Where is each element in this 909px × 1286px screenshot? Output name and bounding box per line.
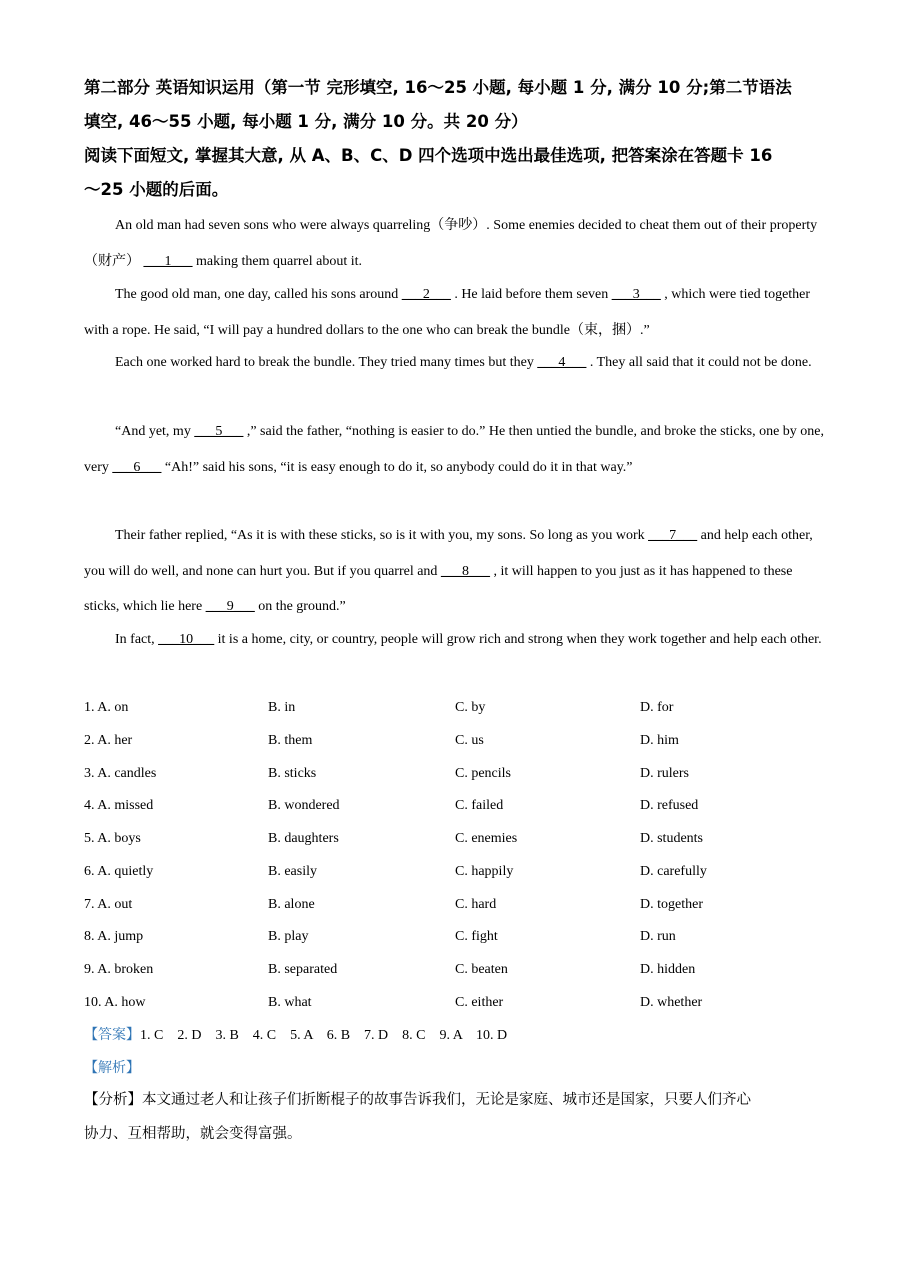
option-d[interactable]: D. run [640, 929, 676, 944]
passage-paragraph-6: In fact, ___10___ it is a home, city, or country, people will grow rich and strong when they work together and help each other. [115, 632, 822, 647]
blank-5: ___5___ [194, 424, 244, 439]
question-4-options [84, 795, 844, 828]
option-a[interactable]: 10. A. how [84, 995, 146, 1010]
option-d[interactable]: D. rulers [640, 766, 689, 781]
answer-line [84, 1024, 507, 1047]
option-b[interactable]: B. alone [268, 897, 315, 912]
option-c[interactable]: C. us [455, 733, 484, 748]
option-a[interactable]: 3. A. candles [84, 766, 157, 781]
option-b[interactable]: B. in [268, 700, 296, 715]
analysis-text [84, 1083, 844, 1151]
option-c[interactable]: C. either [455, 995, 504, 1010]
question-7-options [84, 894, 844, 927]
option-c[interactable]: C. happily [455, 864, 514, 879]
analysis-tag: 【解析】 [84, 1060, 140, 1076]
instruction-line-2: ～25 小题的后面。 [84, 180, 229, 199]
analysis-line-2: 协力、互相帮助，就会变得富强。 [84, 1126, 302, 1142]
option-a[interactable]: 7. A. out [84, 897, 133, 912]
passage-paragraph-3: Each one worked hard to break the bundle. They tried many times but they ___4___ . They all said that it could not be done. [115, 355, 812, 370]
option-d[interactable]: D. refused [640, 798, 699, 813]
header-line-1: 第二部分 英语知识运用（第一节 完形填空, 16～25 小题, 每小题 1 分, 满分 10 分;第二节语法 [84, 78, 792, 97]
option-d[interactable]: D. together [640, 897, 703, 912]
option-b[interactable]: B. daughters [268, 831, 339, 846]
question-10-options [84, 992, 844, 1025]
option-a[interactable]: 9. A. broken [84, 962, 154, 977]
blank-6: ___6___ [112, 459, 162, 475]
passage-paragraph-4: “And yet, my ___5___ ,” said the father, “nothing is easier to do.” He then untied the bundle, and broke the sticks, one by one, very ___6___ “Ah!” said his sons, “it is easy enough to do it, so anybody could do it in that way.” [84, 424, 824, 475]
option-d[interactable]: D. him [640, 733, 679, 748]
question-6-options [84, 861, 844, 894]
option-c[interactable]: C. beaten [455, 962, 508, 977]
option-c[interactable]: C. pencils [455, 766, 511, 781]
option-b[interactable]: B. what [268, 995, 312, 1010]
blank-4: ___4___ [537, 355, 587, 370]
option-c[interactable]: C. hard [455, 897, 497, 912]
answer-tag: 【答案】 [84, 1027, 140, 1043]
passage-paragraph-2: The good old man, one day, called his sons around ___2___ . He laid before them seven ___3___ , which were tied together with a rope. He said, “I will pay a hundred dollars to the one who can break the bundle（束，捆）.” [84, 287, 811, 338]
blank-2: ___2___ [401, 287, 451, 302]
option-b[interactable]: B. wondered [268, 798, 340, 813]
header-line-2: 填空, 46～55 小题, 每小题 1 分, 满分 10 分。共 20 分） [84, 112, 528, 131]
option-d[interactable]: D. carefully [640, 864, 707, 879]
question-5-options [84, 828, 844, 861]
option-d[interactable]: D. for [640, 700, 674, 715]
question-8-options [84, 926, 844, 959]
option-c[interactable]: C. fight [455, 929, 498, 944]
section-header [84, 71, 844, 207]
option-a[interactable]: 5. A. boys [84, 831, 141, 846]
option-c[interactable]: C. failed [455, 798, 504, 813]
option-b[interactable]: B. play [268, 929, 309, 944]
option-a[interactable]: 8. A. jump [84, 929, 144, 944]
option-b[interactable]: B. sticks [268, 766, 317, 781]
instruction-line-1: 阅读下面短文, 掌握其大意, 从 A、B、C、D 四个选项中选出最佳选项, 把答案涂在答题卡 16 [84, 146, 773, 165]
option-b[interactable]: B. separated [268, 962, 338, 977]
option-b[interactable]: B. easily [268, 864, 317, 879]
option-d[interactable]: D. whether [640, 995, 703, 1010]
question-9-options [84, 959, 844, 992]
option-d[interactable]: D. students [640, 831, 703, 846]
option-c[interactable]: C. by [455, 700, 486, 715]
blank-9: ___9___ [205, 599, 255, 614]
option-a[interactable]: 6. A. quietly [84, 864, 154, 879]
question-3-options [84, 763, 844, 796]
blank-10: ___10___ [158, 632, 215, 647]
option-b[interactable]: B. them [268, 733, 313, 748]
passage-paragraph-1: An old man had seven sons who were always quarreling（争吵）. Some enemies decided to cheat them out of their property（财产） ___1___ making them quarrel about it. [84, 218, 818, 269]
option-a[interactable]: 2. A. her [84, 733, 133, 748]
blank-1: ___1___ [143, 253, 193, 269]
passage-paragraph-5: Their father replied, “As it is with these sticks, so is it with you, my sons. So long as you work ___7___ and help each other, you will do well, and none can hurt you. But if you quarrel and ___8___ , it will happen to you just as it has happened to these sticks, which lie here ___9___ on the ground.” [84, 528, 813, 614]
question-2-options [84, 730, 844, 763]
blank-3: ___3___ [611, 287, 661, 302]
option-a[interactable]: 4. A. missed [84, 798, 154, 813]
option-c[interactable]: C. enemies [455, 831, 518, 846]
blank-7: ___7___ [648, 528, 698, 543]
blank-8: ___8___ [440, 563, 490, 579]
analysis-tag-line [84, 1057, 140, 1080]
option-d[interactable]: D. hidden [640, 962, 696, 977]
analysis-line-1: 【分析】本文通过老人和让孩子们折断棍子的故事告诉我们，无论是家庭、城市还是国家，只要人们齐心 [84, 1092, 751, 1108]
question-1-options [84, 697, 844, 730]
option-a[interactable]: 1. A. on [84, 700, 129, 715]
answer-text: 1. C 2. D 3. B 4. C 5. A 6. B 7. D 8. C 9. A 10. D [140, 1028, 508, 1043]
